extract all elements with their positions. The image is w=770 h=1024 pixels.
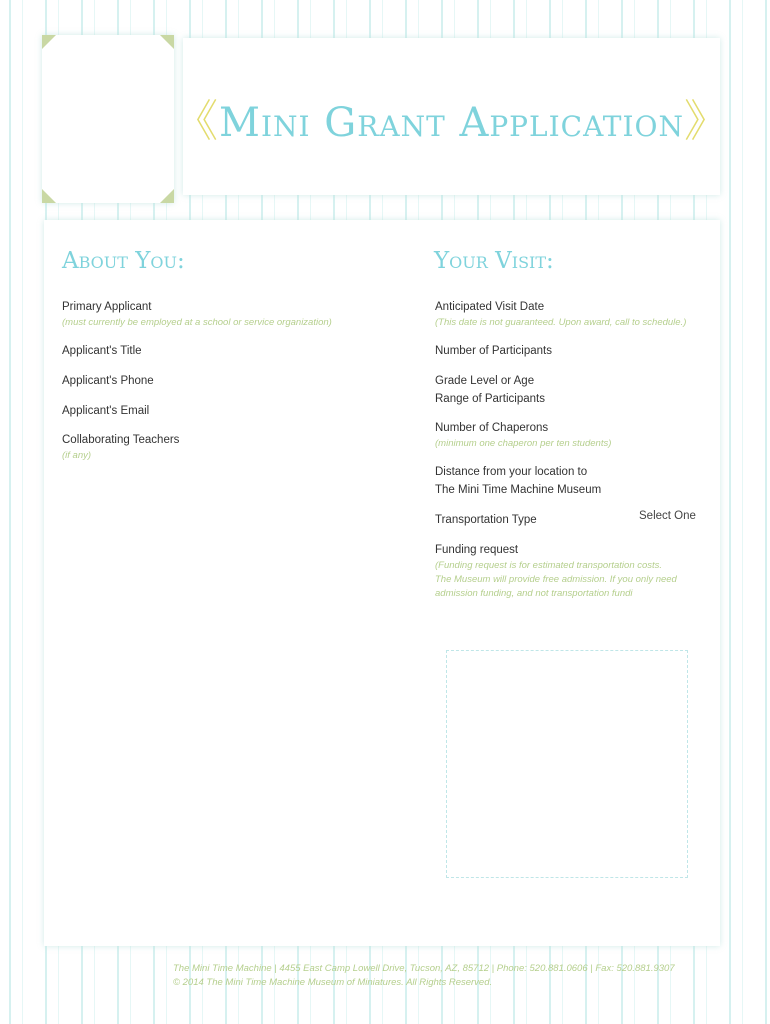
visit-date-label: Anticipated Visit Date — [435, 301, 545, 313]
funding-request-field[interactable] — [435, 541, 677, 601]
title-banner — [174, 38, 729, 195]
photo-placeholder — [42, 35, 174, 203]
number-of-participants-label: Number of Participants — [435, 345, 552, 357]
applicant-phone-field[interactable] — [62, 372, 154, 390]
photo-corner-top-left — [42, 35, 56, 49]
your-visit-heading: Your Visit: — [434, 248, 554, 274]
applicant-phone-label: Applicant's Phone — [62, 375, 154, 387]
transportation-type-label: Transportation Type — [435, 514, 537, 526]
number-of-chaperons-hint: (minimum one chaperon per ten students) — [435, 438, 612, 449]
left-chevron-decoration: 《 — [174, 95, 220, 147]
transportation-type-field — [435, 511, 537, 529]
footer-copyright-line: © 2014 The Mini Time Machine Museum of Miniatures. All Rights Reserved. — [173, 977, 493, 988]
funding-request-hint-line3: admission funding, and not transportation fundi — [435, 588, 633, 599]
transportation-type-select[interactable]: Select One — [639, 510, 696, 522]
funding-request-hint: (Funding request is for estimated transportation costs. — [435, 560, 663, 571]
number-of-chaperons-label: Number of Chaperons — [435, 422, 549, 434]
primary-applicant-hint: (must currently be employed at a school or service organization) — [62, 317, 332, 328]
funding-request-label: Funding request — [435, 544, 519, 556]
right-chevron-decoration: 》 — [683, 95, 729, 147]
grade-level-label-line2: Range of Participants — [435, 393, 545, 405]
visit-date-hint: (This date is not guaranteed. Upon award, call to schedule.) — [435, 317, 687, 328]
footer — [173, 962, 733, 990]
collaborating-teachers-label: Collaborating Teachers — [62, 434, 180, 446]
applicant-title-label: Applicant's Title — [62, 345, 142, 357]
grade-level-label: Grade Level or Age — [435, 375, 535, 387]
funding-request-hint-line2: The Museum will provide free admission. If you only need — [435, 574, 677, 585]
number-of-chaperons-field[interactable] — [435, 419, 611, 451]
footer-contact-line: The Mini Time Machine | 4455 East Camp Lowell Drive, Tucson, AZ, 85712 | Phone: 520.881.0606 | Fax: 520.881.9307 — [173, 963, 675, 974]
visit-date-field[interactable] — [435, 298, 686, 330]
applicant-title-field[interactable] — [62, 342, 142, 360]
photo-corner-bottom-right — [160, 189, 174, 203]
photo-corner-top-right — [160, 35, 174, 49]
grade-level-field[interactable] — [435, 372, 545, 408]
applicant-email-label: Applicant's Email — [62, 405, 150, 417]
applicant-email-field[interactable] — [62, 402, 149, 420]
image-upload-area[interactable] — [446, 650, 688, 878]
about-you-heading: About You: — [62, 248, 185, 274]
primary-applicant-field[interactable] — [62, 298, 332, 330]
number-of-participants-field[interactable] — [435, 342, 552, 360]
distance-field[interactable] — [435, 463, 601, 499]
page-title — [174, 85, 729, 149]
collaborating-teachers-hint: (if any) — [62, 450, 92, 461]
distance-label: Distance from your location to — [435, 466, 588, 478]
distance-label-line2: The Mini Time Machine Museum — [435, 484, 602, 496]
collaborating-teachers-field[interactable] — [62, 431, 179, 463]
form-panel — [44, 220, 720, 946]
primary-applicant-label: Primary Applicant — [62, 301, 152, 313]
photo-corner-bottom-left — [42, 189, 56, 203]
page-title-text: Mini Grant Application — [219, 99, 684, 146]
